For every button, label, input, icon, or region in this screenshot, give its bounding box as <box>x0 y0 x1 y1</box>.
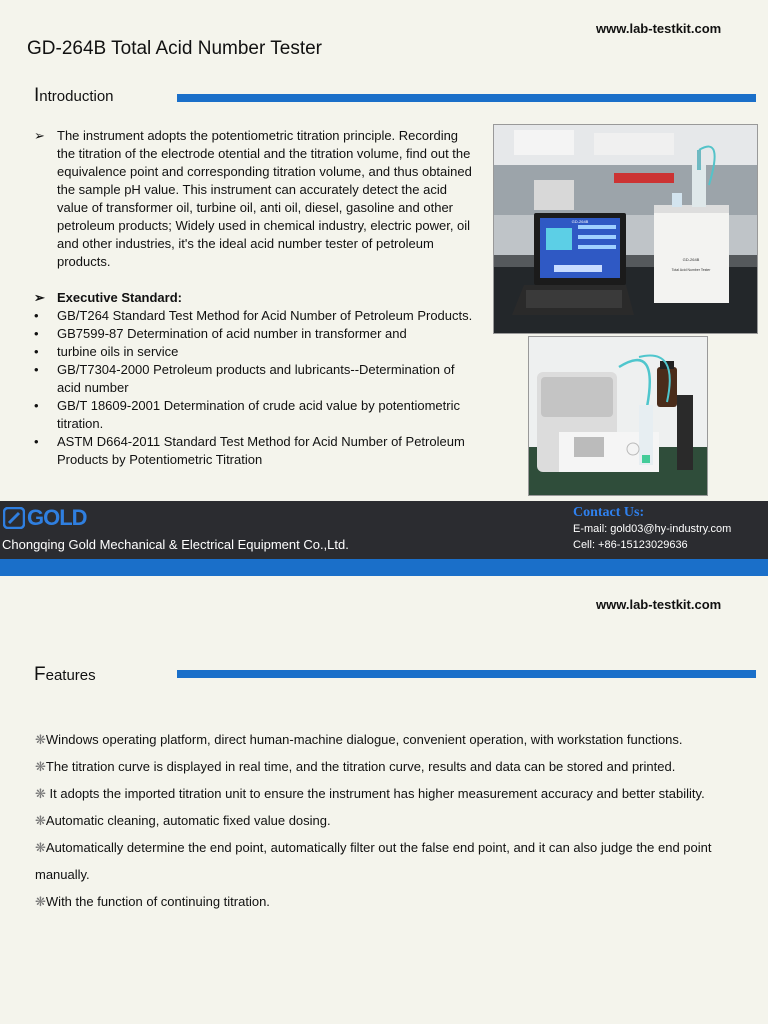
features-heading: Features <box>34 664 96 685</box>
feature-item: ❋With the function of continuing titration. <box>35 894 270 909</box>
arrow-bullet-icon: ➢ <box>34 290 45 305</box>
site-url-page-2[interactable]: www.lab-testkit.com <box>596 597 722 612</box>
contact-email[interactable]: E-mail: gold03@hy-industry.com <box>573 523 732 535</box>
list-item: • GB/T 18609-2001 Determination of crude acid value by potentiometric titration. <box>34 398 460 431</box>
star-icon: ❋ <box>35 786 46 801</box>
device-label: GD-264B <box>682 257 700 262</box>
arrow-bullet-icon: ➢ <box>34 128 45 143</box>
footer-accent-bar <box>0 559 768 576</box>
star-icon: ❋ <box>35 840 46 855</box>
features-list <box>35 726 715 915</box>
introduction-text: ➢ The instrument adopts the potentiometric titration principle. Recording the titration of the electrode otential and the titration volume, find out the equivalence point and corresponding titration volume, and thus obtained the sample pH value. This instrument can accurately detect the acid value of transformer oil, turbine oil, anti oil, diesel, gasoline and other petroleum products; Widely used in chemical industry, electric power, oil and other industries, it's the ideal acid number tester of petroleum products. <box>34 128 472 269</box>
star-icon: ❋ <box>35 894 46 909</box>
bullet-icon: • <box>34 362 39 377</box>
instrument-photo <box>528 336 708 496</box>
bullet-icon: • <box>34 344 39 359</box>
star-icon: ❋ <box>35 732 46 747</box>
bullet-icon: • <box>34 326 39 341</box>
contact-title: Contact Us: <box>573 505 645 520</box>
instrument-illustration <box>529 337 707 495</box>
page-title: GD-264B Total Acid Number Tester <box>27 38 322 59</box>
list-item: • ASTM D664-2011 Standard Test Method for Acid Number of Petroleum Products by Potentiometric Titration <box>34 434 465 467</box>
bullet-icon: • <box>34 398 39 413</box>
features-divider <box>177 670 756 678</box>
feature-item: ❋The titration curve is displayed in real time, and the titration curve, results and data can be stored and printed. <box>35 759 676 774</box>
list-item: • GB/T7304-2000 Petroleum products and lubricants--Determination of acid number <box>34 362 455 395</box>
feature-item: ❋Automatically determine the end point, automatically filter out the false end point, and it can also judge the end point manually. <box>35 840 712 882</box>
star-icon: ❋ <box>35 759 46 774</box>
executive-standards <box>34 289 479 469</box>
list-item: • GB7599-87 Determination of acid number in transformer and <box>34 326 407 341</box>
feature-item: ❋Windows operating platform, direct human-machine dialogue, convenient operation, with workstation functions. <box>35 732 683 747</box>
star-icon: ❋ <box>35 813 46 828</box>
introduction-divider <box>177 94 756 102</box>
lab-setup-illustration <box>494 125 757 333</box>
device-sub-label: Total Acid Number Tester <box>671 268 711 272</box>
gold-logo <box>3 506 87 530</box>
lab-setup-photo <box>493 124 758 334</box>
feature-item: ❋Automatic cleaning, automatic fixed value dosing. <box>35 813 331 828</box>
standards-header: Executive Standard: <box>57 290 182 305</box>
laptop-screen-label: GD-264B <box>571 219 589 224</box>
bullet-icon: • <box>34 434 39 449</box>
company-name: Chongqing Gold Mechanical & Electrical Equipment Co.,Ltd. <box>2 537 349 552</box>
site-url[interactable]: www.lab-testkit.com <box>596 21 722 36</box>
introduction-heading: Introduction <box>34 85 114 106</box>
feature-item: ❋ It adopts the imported titration unit to ensure the instrument has higher measurement accuracy and better stability. <box>35 786 705 801</box>
list-item: • GB/T264 Standard Test Method for Acid Number of Petroleum Products. <box>34 308 473 323</box>
list-item: • turbine oils in service <box>34 344 179 359</box>
bullet-icon: • <box>34 308 39 323</box>
gold-logo-text: GOLD <box>27 505 87 530</box>
gold-logo-icon <box>3 507 25 529</box>
contact-cell: Cell: +86-15123029636 <box>573 539 688 551</box>
